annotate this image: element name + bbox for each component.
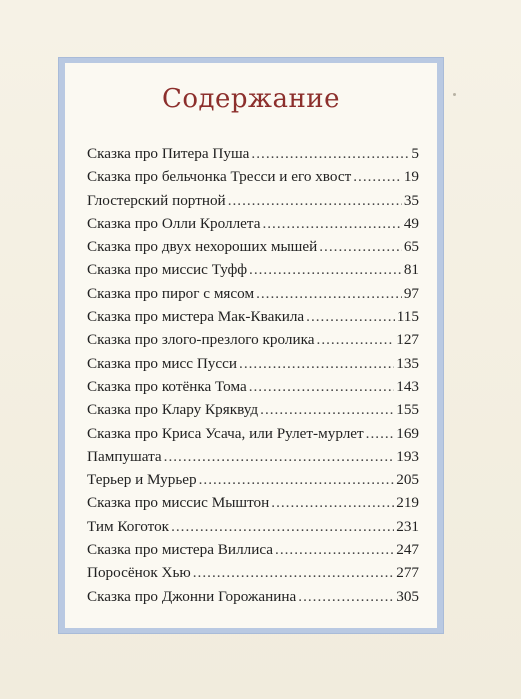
toc-entry-title: Сказка про двух нехороших мышей: [87, 238, 318, 256]
toc-entry[interactable]: [87, 331, 419, 354]
toc-entry-page: 65: [403, 238, 419, 256]
toc-entry-title: Глостерский портной: [87, 191, 226, 209]
dot-leader: [164, 448, 395, 466]
toc-entry-title: Сказка про мисс Пусси: [87, 354, 238, 372]
toc-entry[interactable]: [87, 448, 419, 471]
dot-leader: [228, 192, 402, 210]
toc-entry-page: 143: [396, 377, 419, 395]
toc-entry[interactable]: [87, 238, 419, 261]
contents-list: [87, 145, 419, 611]
toc-entry-title: Поросёнок Хью: [87, 564, 191, 582]
toc-entry-title: Сказка про миссис Мыштон: [87, 494, 270, 512]
dot-leader: [271, 494, 394, 512]
toc-entry-page: 219: [396, 494, 419, 512]
dot-leader: [251, 145, 409, 163]
toc-entry-page: 81: [403, 261, 419, 279]
dot-leader: [319, 238, 402, 256]
dot-leader: [249, 261, 402, 279]
toc-entry-page: 5: [411, 145, 419, 162]
toc-entry-page: 97: [403, 284, 419, 302]
dot-leader: [199, 471, 395, 489]
toc-entry-title: Пампушата: [87, 447, 162, 465]
toc-entry-title: Сказка про Криса Усача, или Рулет-мурлет: [87, 424, 364, 442]
toc-entry[interactable]: [87, 494, 419, 517]
toc-entry-title: Сказка про миссис Туфф: [87, 261, 248, 279]
dot-leader: [353, 168, 402, 186]
toc-entry[interactable]: [87, 471, 419, 494]
toc-entry-title: Сказка про Питера Пуша: [87, 145, 250, 162]
toc-entry[interactable]: [87, 192, 419, 215]
dot-leader: [256, 285, 402, 303]
toc-entry[interactable]: [87, 215, 419, 238]
toc-entry-page: 127: [396, 331, 419, 349]
toc-entry[interactable]: [87, 541, 419, 564]
dot-leader: [306, 308, 395, 326]
toc-entry-page: 135: [396, 354, 419, 372]
toc-entry[interactable]: [87, 564, 419, 587]
toc-entry[interactable]: [87, 401, 419, 424]
toc-entry[interactable]: [87, 425, 419, 448]
dot-leader: [262, 215, 401, 233]
dot-leader: [193, 564, 394, 582]
dot-leader: [239, 355, 394, 373]
toc-entry-page: 231: [396, 517, 419, 535]
page-speck: [453, 93, 456, 96]
toc-entry[interactable]: [87, 308, 419, 331]
toc-entry[interactable]: [87, 518, 419, 541]
contents-frame: [58, 57, 444, 634]
dot-leader: [298, 588, 394, 606]
toc-entry[interactable]: [87, 588, 419, 611]
toc-entry[interactable]: [87, 145, 419, 168]
toc-entry-title: Сказка про Джонни Горожанина: [87, 587, 297, 605]
toc-entry-title: Сказка про Олли Кроллета: [87, 214, 261, 232]
toc-entry-page: 35: [403, 191, 419, 209]
dot-leader: [275, 541, 394, 559]
toc-entry-title: Сказка про мистера Мак-Квакила: [87, 308, 305, 326]
toc-entry-title: Сказка про мистера Виллиса: [87, 541, 274, 559]
dot-leader: [260, 401, 394, 419]
toc-entry-title: Сказка про бельчонка Тресси и его хвост: [87, 168, 352, 186]
toc-entry[interactable]: [87, 168, 419, 191]
dot-leader: [249, 378, 395, 396]
toc-entry[interactable]: [87, 355, 419, 378]
toc-entry-page: 305: [396, 587, 419, 605]
dot-leader: [366, 425, 395, 443]
toc-entry-page: 205: [396, 471, 419, 489]
contents-panel: [65, 63, 437, 628]
toc-entry-page: 155: [396, 401, 419, 419]
toc-entry[interactable]: [87, 285, 419, 308]
dot-leader: [171, 518, 394, 536]
toc-entry-page: 19: [403, 168, 419, 186]
toc-entry-title: Сказка про злого-презлого кролика: [87, 331, 315, 349]
toc-entry-page: 115: [396, 308, 419, 326]
toc-entry-title: Сказка про пирог с мясом: [87, 284, 255, 302]
toc-entry-title: Сказка про Клару Кряквуд: [87, 401, 259, 419]
contents-title: Содержание: [161, 84, 341, 114]
toc-entry[interactable]: [87, 378, 419, 401]
toc-entry-page: 49: [403, 214, 419, 232]
toc-entry-page: 247: [396, 541, 419, 559]
toc-entry-page: 169: [396, 424, 419, 442]
toc-entry-title: Сказка про котёнка Тома: [87, 377, 247, 395]
toc-entry-title: Тим Коготок: [87, 517, 170, 535]
toc-entry[interactable]: [87, 261, 419, 284]
toc-entry-page: 193: [396, 447, 419, 465]
toc-entry-title: Терьер и Мурьер: [87, 471, 197, 489]
toc-entry-page: 277: [396, 564, 419, 582]
dot-leader: [317, 331, 395, 349]
